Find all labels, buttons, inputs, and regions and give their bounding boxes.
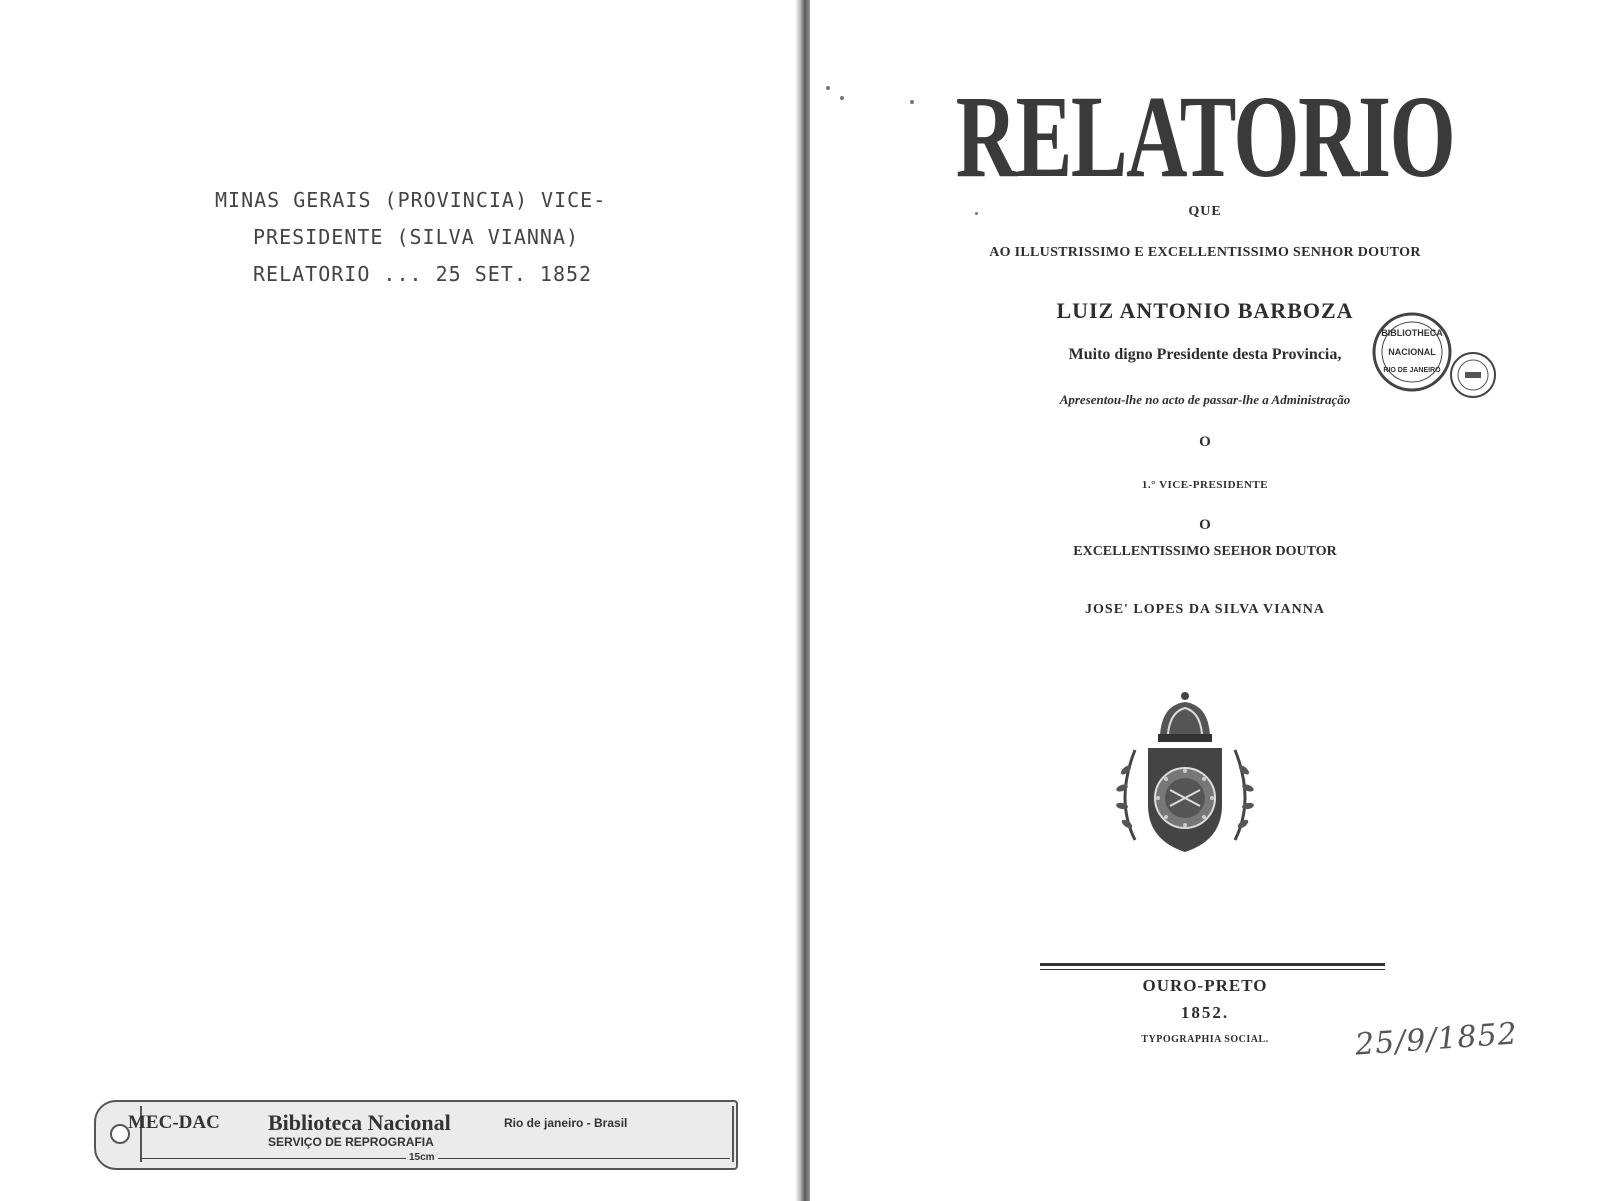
- location-label: Rio de janeiro - Brasil: [504, 1116, 628, 1130]
- small-stamp-icon: [1448, 350, 1498, 400]
- catalog-line: MINAS GERAIS (PROVINCIA) VICE-: [215, 188, 607, 212]
- stamp-text: NACIONAL: [1388, 347, 1436, 357]
- stamp-text: RIO DE JANEIRO: [1383, 367, 1441, 374]
- speck: [826, 86, 830, 90]
- catalog-line: PRESIDENTE (SILVA VIANNA): [253, 225, 580, 249]
- speck: [975, 212, 978, 215]
- que-line: QUE: [1188, 204, 1222, 219]
- speck: [840, 96, 844, 100]
- scale-label: 15cm: [406, 1152, 438, 1163]
- title-page: [810, 0, 1600, 1201]
- o-line-2: O: [1199, 517, 1211, 533]
- o-line-1: O: [1199, 434, 1211, 450]
- imprint-rule-thin: [1040, 969, 1385, 970]
- catalog-line: RELATORIO ... 25 SET. 1852: [253, 262, 593, 286]
- presented-line: Apresentou-lhe no acto de passar-lhe a Administração: [1059, 392, 1351, 407]
- vice-president-line: 1.° VICE-PRESIDENTE: [1141, 479, 1269, 491]
- imprint-place: OURO-PRETO: [1142, 976, 1268, 995]
- imprint-rule: [1040, 963, 1385, 966]
- library-label: Biblioteca Nacional: [268, 1110, 451, 1135]
- addressee-role: Muito digno Presidente desta Provincia,: [1068, 346, 1342, 363]
- imperial-coat-of-arms-icon: [1110, 690, 1260, 860]
- reprography-strip: [94, 1100, 738, 1170]
- page-title: RELATORIO: [955, 71, 1455, 202]
- imprint-year: 1852.: [1180, 1003, 1230, 1022]
- stamp-text: BIBLIOTHECA: [1381, 328, 1443, 338]
- catalog-card-text: [215, 182, 635, 293]
- agency-label: MEC-DAC: [128, 1112, 220, 1133]
- handwritten-date: 25/9/1852: [1353, 1016, 1519, 1063]
- speck: [910, 100, 914, 104]
- service-label: SERVIÇO DE REPROGRAFIA: [268, 1135, 434, 1149]
- excellency-line: EXCELLENTISSIMO SEEHOR DOUTOR: [1073, 544, 1337, 559]
- author-name: JOSE' LOPES DA SILVA VIANNA: [1085, 602, 1325, 617]
- addressee-name: LUIZ ANTONIO BARBOZA: [1056, 298, 1354, 323]
- library-stamp-icon: [1370, 310, 1454, 394]
- imprint-printer: TYPOGRAPHIA SOCIAL.: [1141, 1034, 1269, 1045]
- addressee-intro: AO ILLUSTRISSIMO E EXCELLENTISSIMO SENHOR DOUTOR: [989, 245, 1421, 260]
- punch-hole-icon: [110, 1124, 130, 1144]
